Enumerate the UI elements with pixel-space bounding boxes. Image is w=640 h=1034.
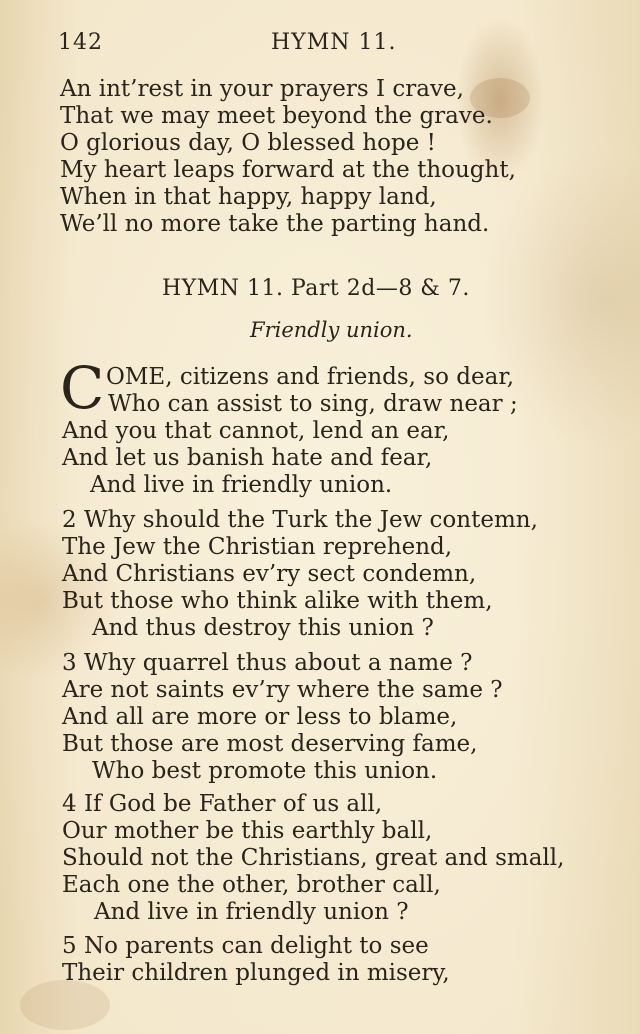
- verse-line: We’ll no more take the parting hand.: [60, 211, 490, 237]
- verse-line: When in that happy, happy land,: [60, 184, 437, 210]
- verse-line: And live in friendly union ?: [94, 899, 409, 925]
- verse-line: O glorious day, O blessed hope !: [60, 130, 436, 156]
- verse-line: And you that cannot, lend an ear,: [62, 418, 450, 444]
- hymn-heading: HYMN 11. Part 2d—8 & 7.: [162, 276, 470, 301]
- verse-line: Should not the Christians, great and small,: [62, 845, 565, 871]
- verse-line: Who can assist to sing, draw near ;: [108, 391, 518, 417]
- verse-line: And live in friendly union.: [90, 472, 393, 498]
- verse-line: OME, citizens and friends, so dear,: [106, 364, 515, 390]
- page-stain: [20, 980, 110, 1030]
- page-number: 142: [58, 30, 103, 55]
- verse-line: But those are most deserving fame,: [62, 731, 478, 757]
- verse-line: 5 No parents can delight to see: [62, 933, 429, 959]
- drop-cap: C: [60, 354, 105, 422]
- verse-line: My heart leaps forward at the thought,: [60, 157, 516, 183]
- verse-line: 3 Why quarrel thus about a name ?: [62, 650, 473, 676]
- verse-line: 4 If God be Father of us all,: [62, 791, 383, 817]
- verse-line: That we may meet beyond the grave.: [60, 103, 493, 129]
- verse-line: Who best promote this union.: [92, 758, 438, 784]
- verse-line: And thus destroy this union ?: [92, 615, 434, 641]
- verse-line: But those who think alike with them,: [62, 588, 493, 614]
- verse-line: And let us banish hate and fear,: [62, 445, 433, 471]
- hymn-subtitle: Friendly union.: [250, 318, 413, 342]
- verse-line: Each one the other, brother call,: [62, 872, 441, 898]
- verse-line: Are not saints ev’ry where the same ?: [62, 677, 503, 703]
- verse-line: And Christians ev’ry sect condemn,: [62, 561, 477, 587]
- running-head: [58, 30, 578, 60]
- verse-line: An int’rest in your prayers I crave,: [60, 76, 464, 102]
- verse-line: Their children plunged in misery,: [62, 960, 450, 986]
- verse-line: And all are more or less to blame,: [62, 704, 458, 730]
- running-title: HYMN 11.: [271, 30, 397, 55]
- verse-line: The Jew the Christian reprehend,: [62, 534, 453, 560]
- verse-line: 2 Why should the Turk the Jew contemn,: [62, 507, 538, 533]
- verse-line: Our mother be this earthly ball,: [62, 818, 433, 844]
